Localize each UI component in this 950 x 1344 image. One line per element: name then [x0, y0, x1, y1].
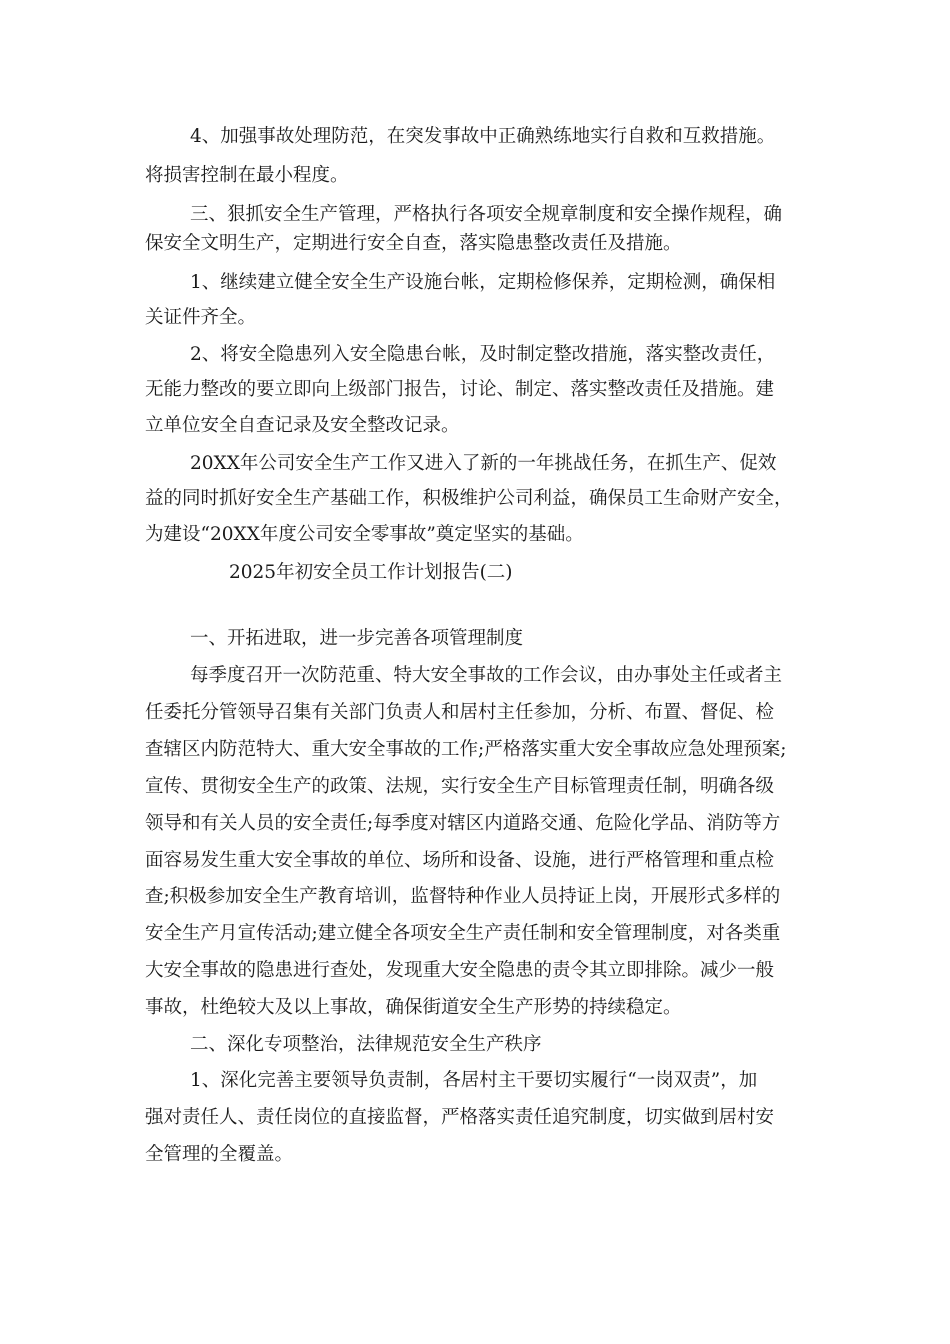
text-line: 益的同时抓好安全生产基础工作，积极维护公司利益，确保员工生命财产安全，	[145, 488, 793, 509]
text-line: 每季度召开一次防范重、特大安全事故的工作会议，由办事处主任或者主	[190, 665, 783, 686]
text-line: 2、将安全隐患列入安全隐患台帐，及时制定整改措施，落实整改责任，	[190, 344, 776, 365]
text-line: 事故，杜绝较大及以上事故，确保街道安全生产形势的持续稳定。	[145, 997, 682, 1018]
text-line: 1、深化完善主要领导负责制，各居村主干要切实履行“一岗双责”，加	[190, 1070, 758, 1091]
section-title: 2025年初安全员工作计划报告(二)	[229, 562, 513, 583]
text-line: 面容易发生重大安全事故的单位、场所和设备、设施，进行严格管理和重点检	[145, 850, 775, 871]
text-line: 将损害控制在最小程度。	[145, 165, 349, 186]
text-line: 大安全事故的隐患进行查处，发现重大安全隐患的责令其立即排除。减少一般	[145, 960, 775, 981]
text-line: 强对责任人、责任岗位的直接监督，严格落实责任追究制度，切实做到居村安	[145, 1107, 775, 1128]
text-line: 关证件齐全。	[145, 307, 257, 328]
text-line: 三、狠抓安全生产管理，严格执行各项安全规章制度和安全操作规程，确	[190, 204, 783, 225]
text-line: 无能力整改的要立即向上级部门报告，讨论、制定、落实整改责任及措施。建	[145, 379, 775, 400]
text-line: 4、加强事故处理防范，在突发事故中正确熟练地实行自救和互救措施。	[190, 126, 776, 147]
text-line: 为建设“20XX年度公司安全零事故”奠定坚实的基础。	[145, 524, 584, 545]
text-line: 查;积极参加安全生产教育培训，监督特种作业人员持证上岗，开展形式多样的	[145, 886, 781, 907]
text-line: 20XX年公司安全生产工作又进入了新的一年挑战任务，在抓生产、促效	[190, 453, 777, 474]
subheading: 二、深化专项整治，法律规范安全生产秩序	[190, 1034, 542, 1055]
text-line: 宣传、贯彻安全生产的政策、法规，实行安全生产目标管理责任制，明确各级	[145, 776, 775, 797]
subheading: 一、开拓进取，进一步完善各项管理制度	[190, 628, 524, 649]
text-line: 全管理的全覆盖。	[145, 1144, 294, 1165]
text-line: 立单位安全自查记录及安全整改记录。	[145, 415, 460, 436]
text-line: 领导和有关人员的安全责任;每季度对辖区内道路交通、危险化学品、消防等方	[145, 813, 781, 834]
text-line: 任委托分管领导召集有关部门负责人和居村主任参加，分析、布置、督促、检	[145, 702, 775, 723]
text-line: 保安全文明生产，定期进行安全自查，落实隐患整改责任及措施。	[145, 233, 682, 254]
text-line: 1、继续建立健全安全生产设施台帐，定期检修保养，定期检测，确保相	[190, 272, 776, 293]
text-line: 安全生产月宣传活动;建立健全各项安全生产责任制和安全管理制度，对各类重	[145, 923, 781, 944]
text-line: 查辖区内防范特大、重大安全事故的工作;严格落实重大安全事故应急处理预案;	[145, 739, 787, 760]
